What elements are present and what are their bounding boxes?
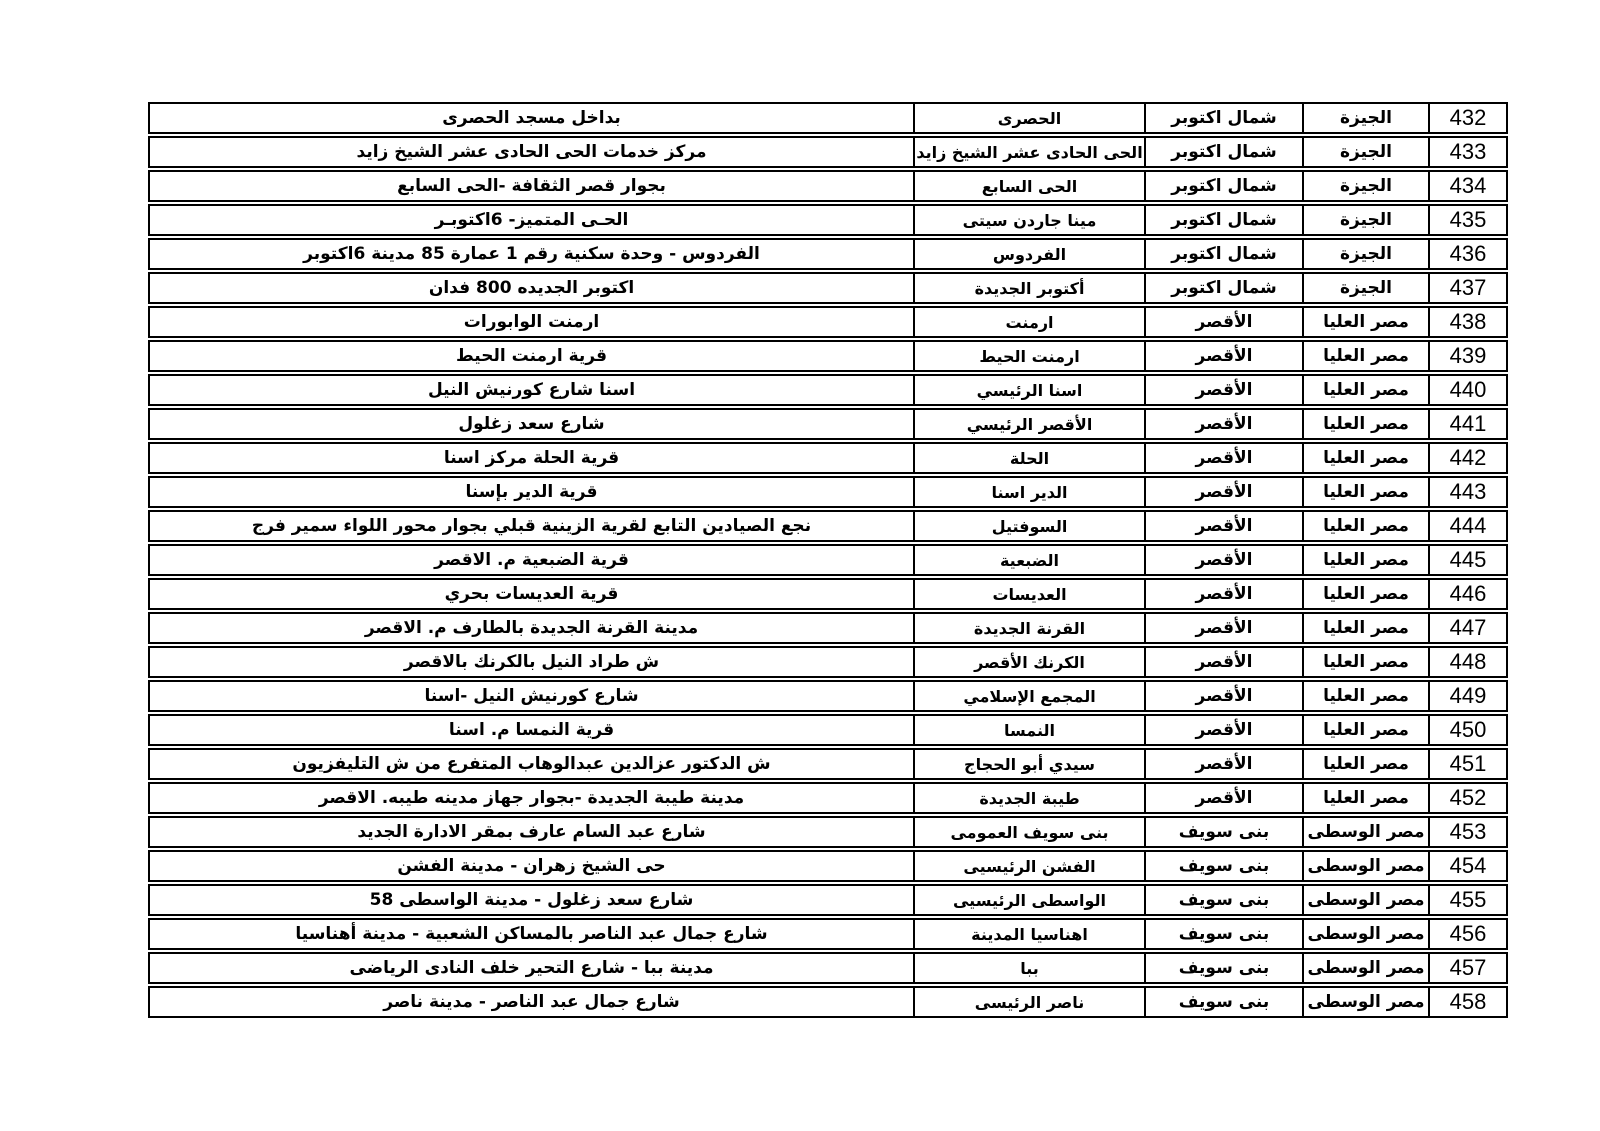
cell-governorate: شمال اكتوبر: [1144, 172, 1302, 200]
cell-address: مدينة القرنة الجديدة بالطارف م. الاقصر: [364, 618, 699, 638]
table-row: [148, 340, 1508, 372]
cell-governorate: بنى سويف: [1144, 818, 1302, 846]
table-row: [148, 408, 1508, 440]
cell-governorate: الأقصر: [1144, 784, 1302, 812]
table-row: [148, 544, 1508, 576]
cell-region: مصر العليا: [1302, 648, 1428, 676]
cell-address: شارع كورنيش النيل -اسنا: [424, 686, 639, 706]
cell-governorate: الأقصر: [1144, 716, 1302, 744]
cell-governorate: شمال اكتوبر: [1144, 240, 1302, 268]
table-row: [148, 680, 1508, 712]
cell-address: شارع سعد زغلول: [458, 414, 605, 434]
table-row: [148, 578, 1508, 610]
table-row: [148, 374, 1508, 406]
cell-number: 445: [1428, 546, 1506, 574]
cell-number: 436: [1428, 240, 1506, 268]
table-row: [148, 102, 1508, 134]
cell-region: الجيزة: [1302, 240, 1428, 268]
cell-region: مصر الوسطى: [1302, 920, 1428, 948]
cell-branch: سيدي أبو الحجاج: [913, 750, 1144, 778]
cell-address: مدينة ببا - شارع التحير خلف النادى الرياضى: [349, 958, 714, 978]
table-row: [148, 884, 1508, 916]
cell-region: مصر العليا: [1302, 682, 1428, 710]
cell-branch: الكرنك الأقصر: [913, 648, 1144, 676]
cell-branch: العديسات: [913, 580, 1144, 608]
cell-governorate: الأقصر: [1144, 444, 1302, 472]
cell-governorate: الأقصر: [1144, 648, 1302, 676]
cell-governorate: بنى سويف: [1144, 988, 1302, 1016]
cell-branch: مينا جاردن سيتى: [913, 206, 1144, 234]
cell-branch: ارمنت: [913, 308, 1144, 336]
cell-governorate: الأقصر: [1144, 308, 1302, 336]
cell-region: مصر العليا: [1302, 376, 1428, 404]
cell-branch: بنى سويف العمومى: [913, 818, 1144, 846]
cell-address: اكتوبر الجديده 800 فدان: [428, 278, 635, 298]
cell-address: قرية ارمنت الحيط: [456, 346, 607, 366]
table-row: [148, 918, 1508, 950]
cell-address: ارمنت الوابورات: [463, 312, 600, 332]
cell-number: 449: [1428, 682, 1506, 710]
cell-governorate: الأقصر: [1144, 580, 1302, 608]
cell-number: 444: [1428, 512, 1506, 540]
cell-number: 457: [1428, 954, 1506, 982]
cell-branch: الضبعية: [913, 546, 1144, 574]
cell-number: 443: [1428, 478, 1506, 506]
cell-region: مصر العليا: [1302, 478, 1428, 506]
cell-governorate: بنى سويف: [1144, 886, 1302, 914]
cell-branch: ارمنت الحيط: [913, 342, 1144, 370]
cell-branch: أكتوبر الجديدة: [913, 274, 1144, 302]
cell-region: مصر العليا: [1302, 580, 1428, 608]
cell-region: مصر الوسطى: [1302, 954, 1428, 982]
table-row: [148, 170, 1508, 202]
table-row: [148, 952, 1508, 984]
cell-branch: النمسا: [913, 716, 1144, 744]
cell-region: مصر العليا: [1302, 342, 1428, 370]
table-row: [148, 816, 1508, 848]
cell-governorate: بنى سويف: [1144, 954, 1302, 982]
cell-governorate: الأقصر: [1144, 478, 1302, 506]
table-row: [148, 204, 1508, 236]
cell-address: ش طراد النيل بالكرنك بالاقصر: [403, 652, 660, 672]
cell-governorate: الأقصر: [1144, 342, 1302, 370]
cell-address: قرية الحلة مركز اسنا: [443, 448, 620, 468]
cell-address: شارع سعد زغلول - مدينة الواسطى 58: [369, 890, 694, 910]
cell-region: مصر العليا: [1302, 546, 1428, 574]
cell-address: حى الشيخ زهران - مدينة الفشن: [397, 856, 666, 876]
branch-table: [148, 102, 1508, 1020]
cell-address: مدينة طيبة الجديدة -بجوار جهاز مدينه طيبه. الاقصر: [318, 788, 745, 808]
cell-governorate: الأقصر: [1144, 410, 1302, 438]
cell-region: مصر العليا: [1302, 716, 1428, 744]
cell-governorate: شمال اكتوبر: [1144, 206, 1302, 234]
cell-branch: القرنة الجديدة: [913, 614, 1144, 642]
table-row: [148, 476, 1508, 508]
cell-governorate: بنى سويف: [1144, 852, 1302, 880]
cell-address: شارع جمال عبد الناصر بالمساكن الشعبية - مدينة أهناسيا: [295, 924, 768, 944]
cell-address: قرية العديسات بحري: [444, 584, 619, 604]
cell-region: مصر الوسطى: [1302, 988, 1428, 1016]
table-row: [148, 850, 1508, 882]
table-row: [148, 136, 1508, 168]
cell-region: مصر العليا: [1302, 410, 1428, 438]
cell-number: 447: [1428, 614, 1506, 642]
cell-number: 433: [1428, 138, 1506, 166]
cell-region: مصر الوسطى: [1302, 852, 1428, 880]
table-row: [148, 714, 1508, 746]
table-row: [148, 986, 1508, 1018]
cell-branch: ببا: [913, 954, 1144, 982]
cell-governorate: الأقصر: [1144, 376, 1302, 404]
table-row: [148, 510, 1508, 542]
cell-number: 434: [1428, 172, 1506, 200]
cell-branch: الحصرى: [913, 104, 1144, 132]
cell-governorate: الأقصر: [1144, 750, 1302, 778]
cell-region: مصر الوسطى: [1302, 886, 1428, 914]
cell-address: نجع الصيادين التابع لقرية الزينية قبلي بجوار محور اللواء سمير فرج: [251, 516, 812, 536]
table-row: [148, 238, 1508, 270]
table-row: [148, 272, 1508, 304]
table-row: [148, 442, 1508, 474]
table-row: [148, 748, 1508, 780]
cell-branch: المجمع الإسلامي: [913, 682, 1144, 710]
cell-governorate: شمال اكتوبر: [1144, 104, 1302, 132]
cell-number: 456: [1428, 920, 1506, 948]
cell-region: الجيزة: [1302, 104, 1428, 132]
cell-number: 432: [1428, 104, 1506, 132]
cell-region: مصر العليا: [1302, 750, 1428, 778]
cell-number: 438: [1428, 308, 1506, 336]
cell-number: 440: [1428, 376, 1506, 404]
cell-number: 446: [1428, 580, 1506, 608]
cell-branch: الدير اسنا: [913, 478, 1144, 506]
cell-number: 458: [1428, 988, 1506, 1016]
cell-number: 450: [1428, 716, 1506, 744]
cell-number: 441: [1428, 410, 1506, 438]
cell-branch: ناصر الرئيسى: [913, 988, 1144, 1016]
cell-governorate: الأقصر: [1144, 512, 1302, 540]
cell-region: الجيزة: [1302, 138, 1428, 166]
cell-branch: الحى السابع: [913, 172, 1144, 200]
cell-address: شارع عبد السام عارف بمقر الادارة الجديد: [357, 822, 706, 842]
cell-branch: الحلة: [913, 444, 1144, 472]
cell-address: قرية الدير بإسنا: [465, 482, 598, 502]
cell-number: 437: [1428, 274, 1506, 302]
cell-region: الجيزة: [1302, 172, 1428, 200]
cell-number: 454: [1428, 852, 1506, 880]
cell-address: ش الدكتور عزالدين عبدالوهاب المتفرع من ش التليفزيون: [292, 754, 771, 774]
cell-region: الجيزة: [1302, 206, 1428, 234]
cell-branch: اهناسيا المدينة: [913, 920, 1144, 948]
cell-address: مركز خدمات الحى الحادى عشر الشيخ زايد: [356, 142, 707, 162]
cell-number: 451: [1428, 750, 1506, 778]
table-row: [148, 646, 1508, 678]
cell-address: الفردوس - وحدة سكنية رقم 1 عمارة 85 مدينة 6اكتوبر: [303, 244, 760, 264]
cell-region: مصر العليا: [1302, 308, 1428, 336]
cell-number: 453: [1428, 818, 1506, 846]
cell-branch: الأقصر الرئيسي: [913, 410, 1144, 438]
cell-branch: الفردوس: [913, 240, 1144, 268]
cell-branch: الفشن الرئيسيى: [913, 852, 1144, 880]
cell-governorate: الأقصر: [1144, 546, 1302, 574]
cell-region: مصر العليا: [1302, 512, 1428, 540]
cell-branch: طيبة الجديدة: [913, 784, 1144, 812]
cell-governorate: بنى سويف: [1144, 920, 1302, 948]
cell-branch: اسنا الرئيسي: [913, 376, 1144, 404]
cell-branch: الواسطى الرئيسيى: [913, 886, 1144, 914]
cell-address: شارع جمال عبد الناصر - مدينة ناصر: [383, 992, 680, 1012]
cell-number: 435: [1428, 206, 1506, 234]
table-row: [148, 612, 1508, 644]
cell-governorate: شمال اكتوبر: [1144, 138, 1302, 166]
cell-number: 442: [1428, 444, 1506, 472]
cell-number: 439: [1428, 342, 1506, 370]
cell-number: 452: [1428, 784, 1506, 812]
cell-region: مصر العليا: [1302, 784, 1428, 812]
cell-address: اسنا شارع كورنيش النيل: [427, 380, 636, 400]
cell-address: قرية الضبعية م. الاقصر: [434, 550, 629, 570]
cell-region: مصر الوسطى: [1302, 818, 1428, 846]
cell-governorate: الأقصر: [1144, 682, 1302, 710]
cell-address: الحـى المتميز- 6اكتوبـر: [434, 210, 629, 230]
table-row: [148, 782, 1508, 814]
cell-address: بجوار قصر الثقافة -الحى السابع: [397, 176, 666, 196]
cell-address: بداخل مسجد الحصرى: [442, 108, 621, 128]
cell-branch: السوفتيل: [913, 512, 1144, 540]
cell-region: مصر العليا: [1302, 614, 1428, 642]
cell-branch: الحى الحادى عشر الشيخ زايد: [913, 138, 1144, 166]
cell-region: الجيزة: [1302, 274, 1428, 302]
cell-address: قرية النمسا م. اسنا: [448, 720, 615, 740]
table-row: [148, 306, 1508, 338]
cell-number: 448: [1428, 648, 1506, 676]
cell-governorate: الأقصر: [1144, 614, 1302, 642]
cell-region: مصر العليا: [1302, 444, 1428, 472]
cell-number: 455: [1428, 886, 1506, 914]
cell-governorate: شمال اكتوبر: [1144, 274, 1302, 302]
